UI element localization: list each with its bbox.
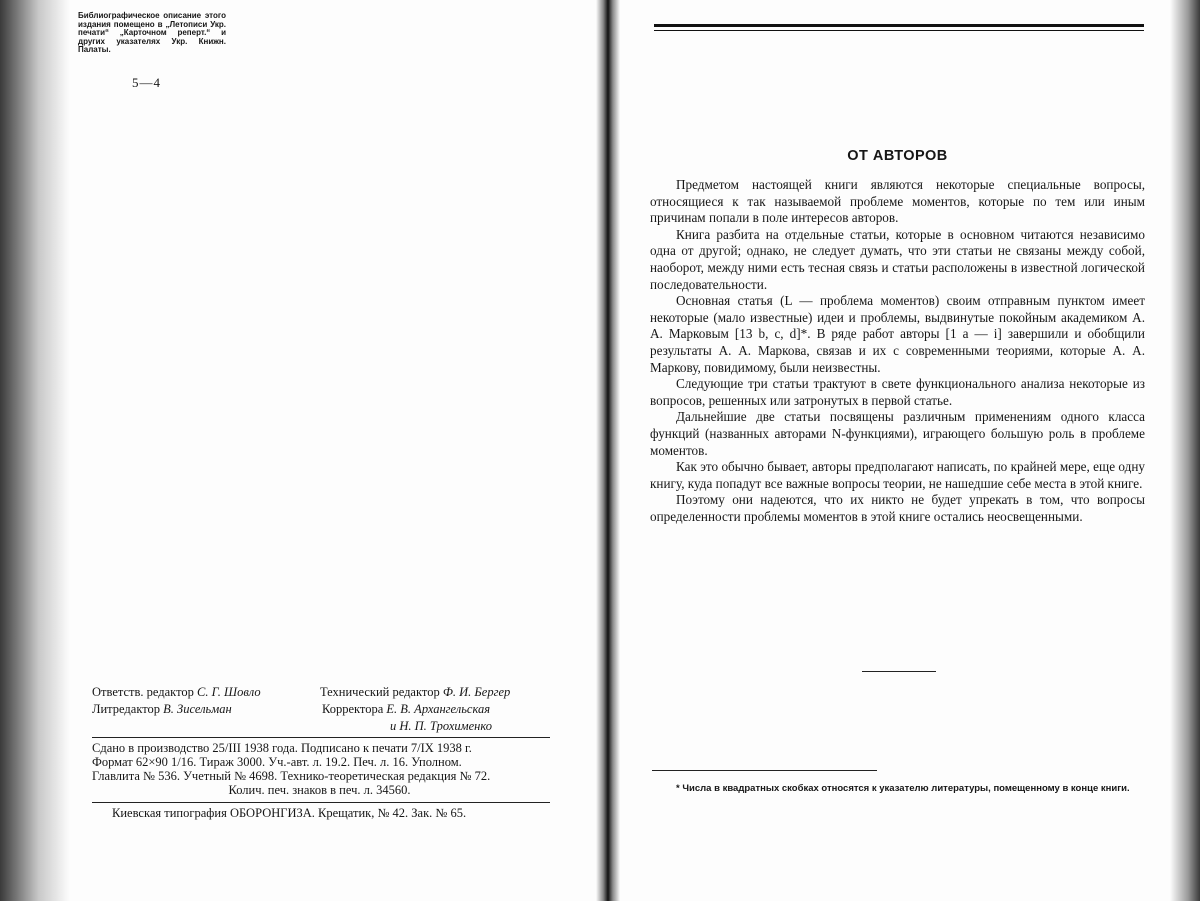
footnote-rule — [652, 770, 877, 771]
bibliographic-note: Библиографическое описание этого издания помещено в „Летописи Укр. печати“ „Карточном реперт.“ и других указателях Укр. Книжн. Палаты. — [78, 11, 226, 55]
print-info-line: Сдано в производство 25/III 1938 года. Подписано к печати 7/IX 1938 г. — [92, 741, 472, 755]
preface-body — [650, 177, 1145, 525]
print-info-line: Формат 62×90 1/16. Тираж 3000. Уч.-авт. л. 19.2. Печ. л. 16. Уполном. — [92, 755, 462, 769]
paragraph: Основная статья (L — проблема моментов) своим отправным пунктом имеет некоторые (мало известные) идеи и проблемы, выдвинутые покойным академиком А. А. Марковым [13 b, c, d]*. В ряде работ авторы [1 a — i] завершили и обобщили результаты А. А. Маркова, связав и их с современными теориями, которые А. А. Маркову, повидимому, были неизвестны. — [650, 293, 1145, 375]
paragraph: Книга разбита на отдельные статьи, которые в основном читаются независимо одна от другой; однако, не следует думать, что эти статьи не связаны между собой, наоборот, между ними есть тесная связь и статьи расположены в известной логической последовательности. — [650, 226, 1145, 292]
credit-technical-editor — [320, 684, 510, 701]
print-info-line: Колич. печ. знаков в печ. л. 34560. — [228, 783, 411, 797]
print-info-line: Главлита № 536. Учетный № 4698. Технико-теоретическая редакция № 72. — [92, 769, 491, 783]
printer-line: Киевская типография ОБОРОНГИЗА. Крещатик, № 42. Зак. № 65. — [112, 806, 467, 820]
paragraph: Следующие три статьи трактуют в свете функционального анализа некоторые из вопросов, решенных или затронутых в первой статье. — [650, 376, 1145, 408]
section-heading: ОТ АВТОРОВ — [847, 148, 948, 164]
credit-person: С. Г. Шовло — [197, 685, 261, 699]
header-rule-thick — [654, 24, 1144, 27]
credit-role: Корректора — [322, 702, 384, 716]
credit-person: Ф. И. Бергер — [442, 685, 511, 699]
credit-proofreader-second — [390, 718, 492, 735]
divider-lower — [92, 802, 550, 803]
credit-person: и Н. П. Трохименко — [390, 719, 492, 733]
credit-proofreaders — [322, 701, 490, 718]
credit-role: Ответств. редактор — [92, 685, 194, 699]
credit-role: Технический редактор — [320, 685, 440, 699]
paragraph: Предметом настоящей книги являются некоторые специальные вопросы, относящиеся к так называемой проблеме моментов, которые по тем или иным причинам попали в поле интересов авторов. — [650, 177, 1145, 226]
paragraph: Дальнейшие две статьи посвящены различным применениям одного класса функций (названных авторами N-функциями), играющего большую роль в проблеме моментов. — [650, 409, 1145, 458]
section-end-rule — [862, 671, 936, 672]
right-page-edge-shadow — [1170, 0, 1200, 901]
credit-person: В. Зисельман — [163, 702, 232, 716]
credit-person: Е. В. Архангельская — [386, 702, 491, 716]
book-gutter — [596, 0, 620, 901]
credit-role: Литредактор — [92, 702, 161, 716]
paragraph: Поэтому они надеются, что их никто не будет упрекать в том, что вопросы определенности проблемы моментов в этой книге остались неосвещенными. — [650, 492, 1145, 524]
paragraph: Как это обычно бывает, авторы предполагают написать, по крайней мере, еще одну книгу, куда попадут все важные вопросы теории, не нашедшие себе места в этой книге. — [650, 459, 1145, 491]
credit-responsible-editor — [92, 684, 261, 701]
print-info-block — [92, 741, 547, 797]
left-page-edge-shadow — [0, 0, 70, 901]
credit-literary-editor — [92, 701, 232, 718]
divider-upper — [92, 737, 550, 738]
header-rule-thin — [654, 30, 1144, 31]
publication-code: 5—4 — [132, 75, 161, 90]
footnote: * Числа в квадратных скобках относятся к указателю литературы, помещенному в конце книги. — [676, 783, 1130, 794]
